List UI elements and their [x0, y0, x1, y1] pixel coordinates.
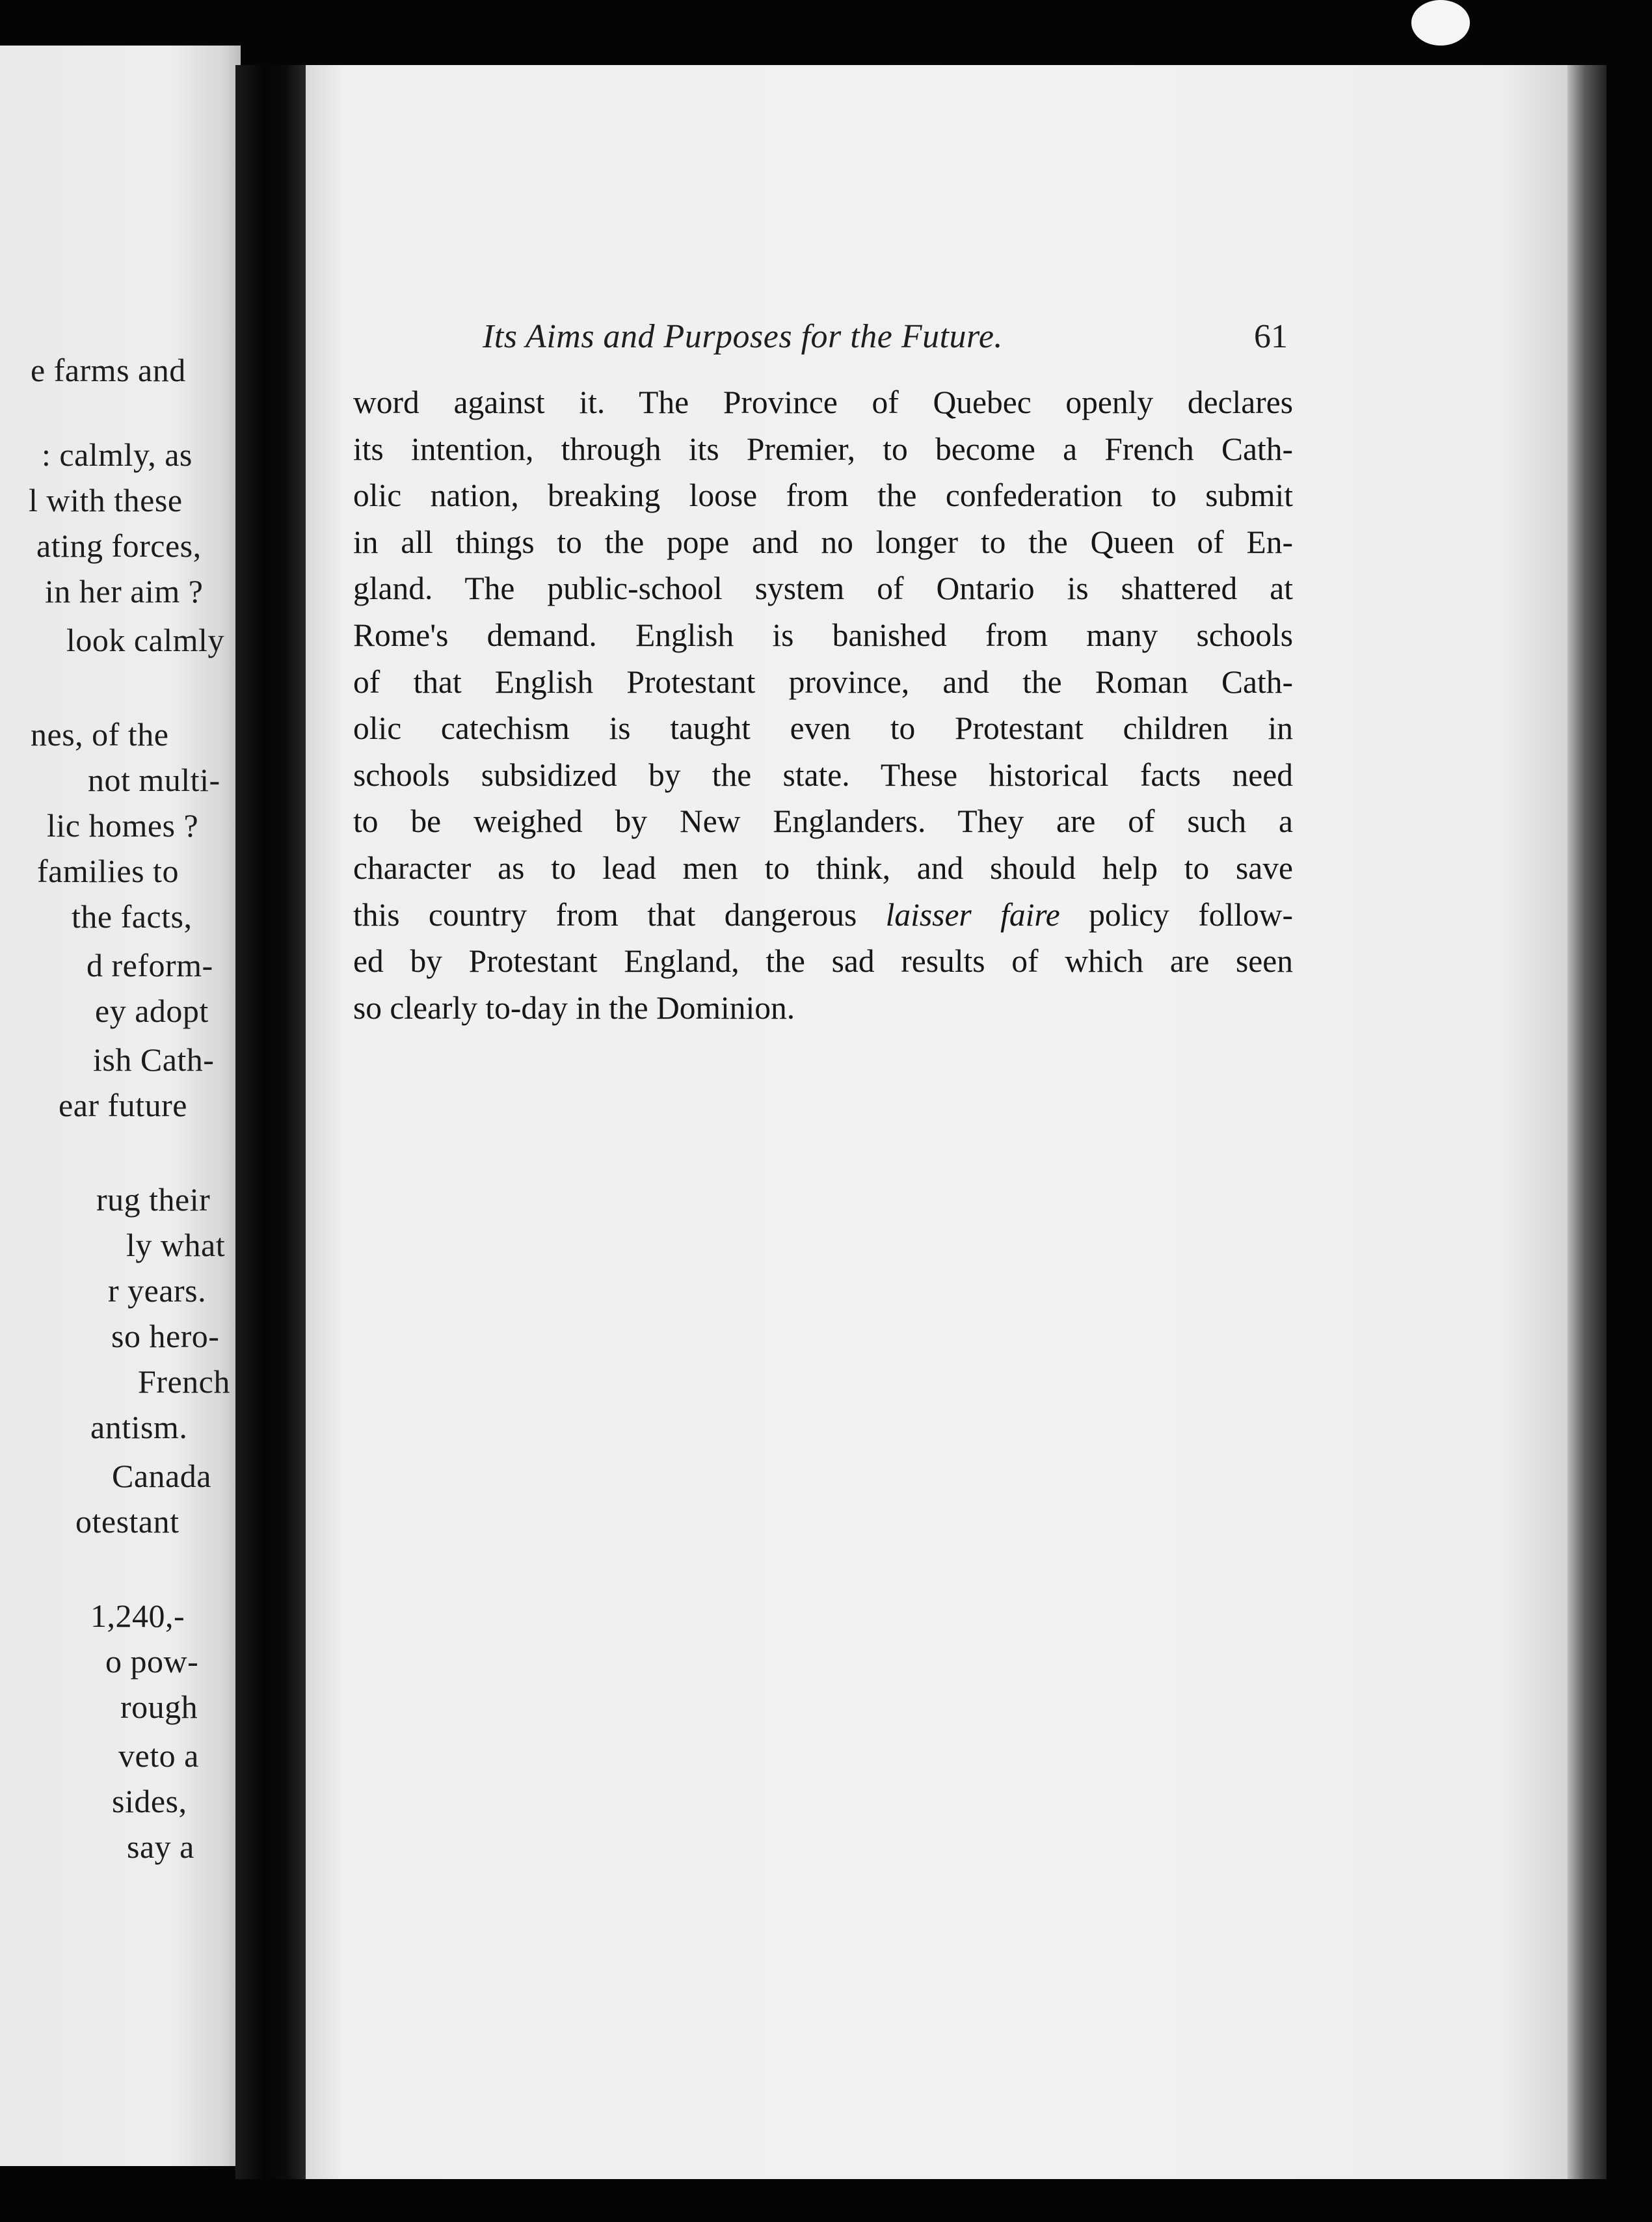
body-line: schools subsidized by the state. These historical facts need	[353, 756, 1293, 793]
left-page-line: antism.	[90, 1409, 188, 1445]
left-page-line: the facts,	[72, 898, 193, 935]
left-page-line: say a	[127, 1828, 194, 1865]
body-line: word against it. The Province of Quebec openly declares	[353, 384, 1293, 420]
left-facing-page	[0, 46, 241, 2166]
left-page-line: : calmly, as	[42, 436, 193, 473]
left-page-line: French	[138, 1363, 230, 1400]
left-page-line: otestant	[75, 1503, 180, 1540]
left-page-line: sides,	[112, 1783, 187, 1819]
body-line: to be weighed by New Englanders. They are of such a	[353, 803, 1293, 840]
left-page-line: veto a	[118, 1737, 199, 1774]
left-page-line: e farms and	[31, 352, 186, 388]
body-line: so clearly to-day in the Dominion.	[353, 989, 795, 1026]
left-page-line: ating forces,	[36, 528, 202, 564]
left-page-line: families to	[37, 853, 179, 889]
body-line: its intention, through its Premier, to become a French Cath-	[353, 431, 1293, 467]
left-page-line: d reform-	[87, 947, 213, 984]
body-line: ed by Protestant England, the sad results of which are seen	[353, 943, 1293, 980]
left-page-line: ey adopt	[95, 993, 209, 1029]
left-page-line: nes, of the	[31, 716, 169, 753]
left-page-line: l with these	[29, 482, 183, 518]
scan-speck	[1411, 0, 1470, 46]
body-line: Rome's demand. English is banished from many schools	[353, 617, 1293, 653]
left-page-line: so hero-	[111, 1318, 220, 1354]
left-page-line: lic homes ?	[47, 807, 199, 844]
left-page-line: rug their	[96, 1181, 211, 1218]
book-gutter	[235, 65, 307, 2179]
body-line: gland. The public-school system of Ontario is shattered at	[353, 570, 1293, 607]
left-page-line: o pow-	[105, 1643, 199, 1680]
left-page-line: look calmly	[66, 622, 224, 658]
body-line: character as to lead men to think, and should help to save	[353, 850, 1293, 886]
left-page-line: ly what	[126, 1227, 226, 1263]
left-page-line: ear future	[59, 1087, 187, 1123]
left-page-line: in her aim ?	[45, 573, 204, 609]
page-number: 61	[1254, 318, 1288, 355]
left-page-line: not multi-	[88, 762, 220, 798]
left-page-line: ish Cath-	[93, 1041, 215, 1078]
left-page-line: Canada	[112, 1458, 211, 1494]
body-line: of that English Protestant province, and the Roman Cath-	[353, 663, 1293, 700]
body-line: this country from that dangerous laisser faire policy follow-	[353, 896, 1293, 933]
left-page-line: 1,240,-	[90, 1598, 185, 1634]
running-head: Its Aims and Purposes for the Future.	[483, 318, 1003, 355]
right-page	[306, 65, 1580, 2179]
body-line: olic nation, breaking loose from the confederation to submit	[353, 477, 1293, 514]
left-page-line: rough	[120, 1689, 198, 1725]
body-line: in all things to the pope and no longer to the Queen of En-	[353, 524, 1293, 560]
page-edge-shadow	[1567, 65, 1606, 2179]
left-page-line: r years.	[108, 1272, 207, 1309]
italic-phrase: laisser faire	[885, 896, 1060, 933]
body-line: olic catechism is taught even to Protestant children in	[353, 710, 1293, 747]
